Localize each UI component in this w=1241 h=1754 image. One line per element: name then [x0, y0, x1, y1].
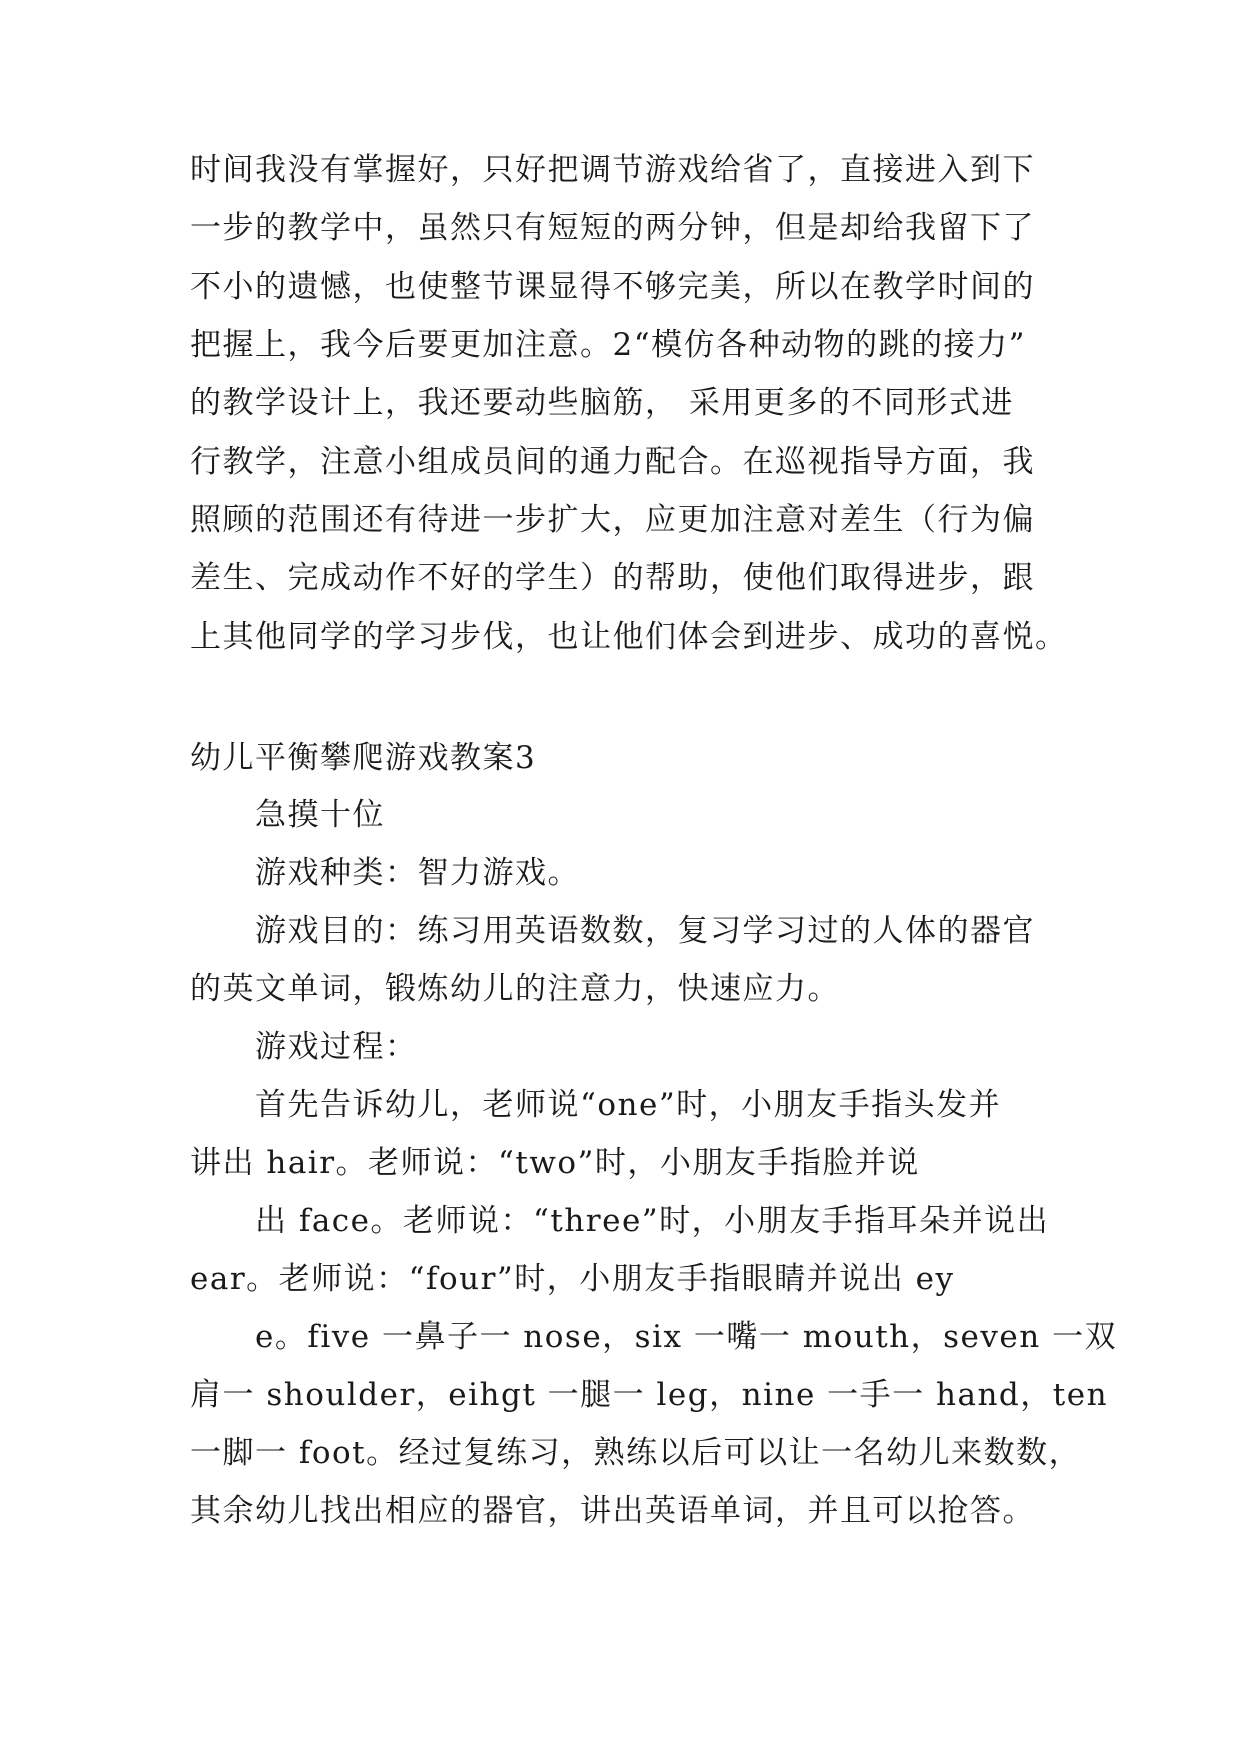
paragraph-line: 上其他同学的学习步伐，也让他们体会到进步、成功的喜悦。	[190, 619, 1068, 655]
paragraph-line: 把握上，我今后要更加注意。2“模仿各种动物的跳的接力”	[190, 327, 1026, 363]
paragraph-line: 一步的教学中，虽然只有短短的两分钟，但是却给我留下了	[190, 210, 1035, 246]
process-line: ear。老师说：“four”时，小朋友手指眼睛并说出 ey	[190, 1261, 955, 1297]
section-title: 幼儿平衡攀爬游戏教案3	[190, 740, 537, 776]
paragraph-line: 的教学设计上，我还要动些脑筋， 采用更多的不同形式进	[190, 385, 1014, 421]
paragraph-line: 行教学，注意小组成员间的通力配合。在巡视指导方面，我	[190, 444, 1035, 480]
game-goal-line: 游戏目的：练习用英语数数，复习学习过的人体的器官	[255, 913, 1035, 949]
game-name: 急摸十位	[255, 797, 385, 833]
process-line: 讲出 hair。老师说：“two”时，小朋友手指脸并说	[190, 1145, 920, 1181]
paragraph-line: 差生、完成动作不好的学生）的帮助，使他们取得进步，跟	[190, 560, 1035, 596]
paragraph-line: 时间我没有掌握好，只好把调节游戏给省了，直接进入到下	[190, 152, 1035, 188]
process-line: e。five 一鼻子一 nose，six 一嘴一 mouth，seven 一双	[255, 1319, 1118, 1355]
process-line: 一脚一 foot。经过复练习，熟练以后可以让一名幼儿来数数，	[190, 1435, 1082, 1471]
paragraph-line: 不小的遗憾，也使整节课显得不够完美，所以在教学时间的	[190, 269, 1035, 305]
paragraph-line: 照顾的范围还有待进一步扩大，应更加注意对差生（行为偏	[190, 502, 1035, 538]
process-line: 首先告诉幼儿，老师说“one”时，小朋友手指头发并	[255, 1087, 1002, 1123]
process-line: 出 face。老师说：“three”时，小朋友手指耳朵并说出	[255, 1203, 1050, 1239]
process-label: 游戏过程：	[255, 1029, 418, 1065]
game-goal-line: 的英文单词，锻炼幼儿的注意力，快速应力。	[190, 971, 840, 1007]
process-line: 肩一 shoulder，eihgt 一腿一 leg，nine 一手一 hand，ten	[190, 1377, 1109, 1413]
game-type: 游戏种类：智力游戏。	[255, 855, 580, 891]
process-line: 其余幼儿找出相应的器官，讲出英语单词，并且可以抢答。	[190, 1493, 1035, 1529]
